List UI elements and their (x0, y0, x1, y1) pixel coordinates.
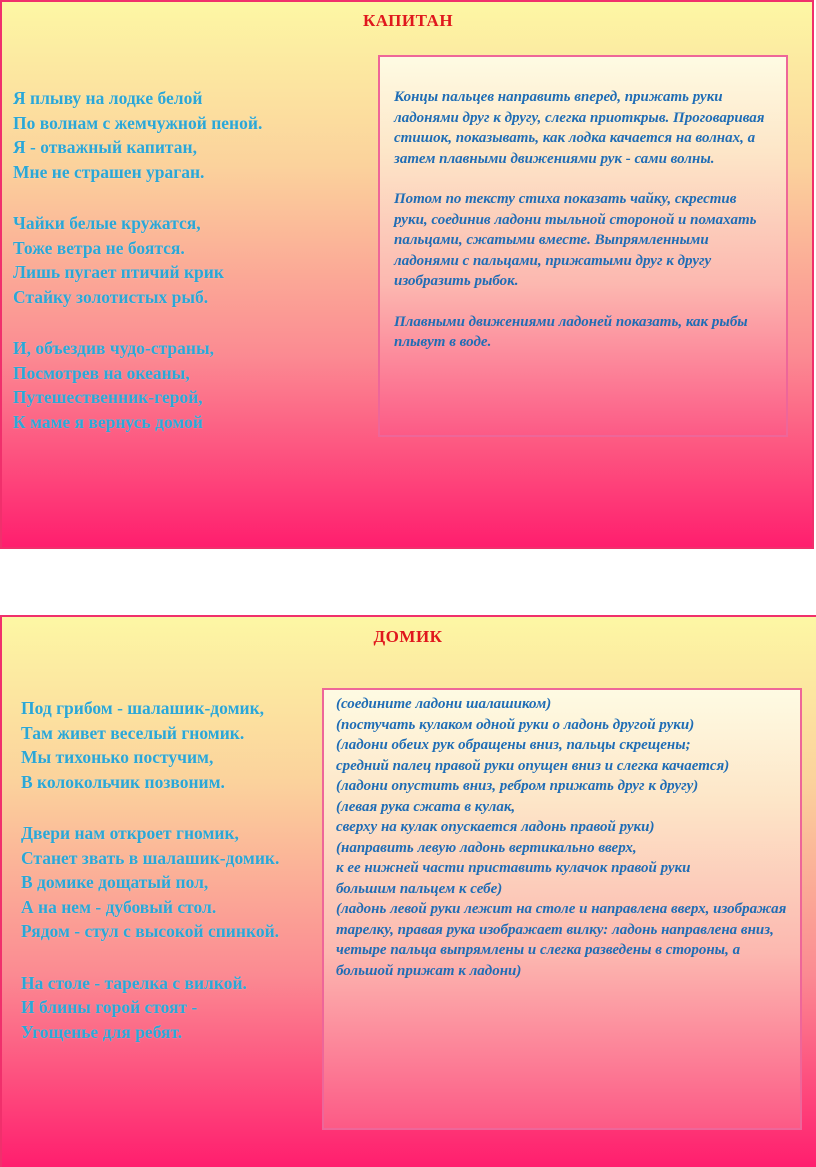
instruction-text: (ладони обеих рук обращены вниз, пальцы скрещены; (336, 737, 691, 753)
instructions-kapitan (378, 55, 788, 437)
poem-line: И, объездив чудо-страны, (13, 338, 215, 358)
poem-line: На столе - тарелка с вилкой. (21, 972, 247, 993)
poem-line: Чайки белые кружатся, (13, 213, 201, 233)
instruction-text: (ладонь левой руки лежит на столе и направлена вверх, изображая тарелку, правая рука изображает вилку: ладонь направлена вниз, четыре пальца выпрямлены и слегка разведены в стороны, а большой прижат к ладони) (336, 901, 787, 979)
poem-line: А на нем - дубовый стол. (21, 896, 217, 917)
instruction-text: большим пальцем к себе) (336, 880, 503, 897)
instruction-text: (направить левую ладонь вертикально вверх, (336, 839, 637, 856)
poem-line: Посмотрев на океаны, (13, 362, 190, 383)
instruction-text: Плавными движениями ладоней показать, как рыбы плывут в воде. (394, 313, 748, 350)
poem-line: Мы тихонько постучим, (21, 747, 214, 767)
instruction-text: Концы пальцев направить вперед, прижать руки ладонями друг к другу, слегка приоткрыв. Проговаривая стишок, показывать, как лодка качается на волнах, а затем плавными движениями рук - сами волны. (394, 89, 765, 167)
instruction-text: к ее нижней части приставить кулачок правой руки (336, 860, 691, 876)
instructions-domik (322, 688, 802, 1130)
poem-line: Лишь пугает птичий крик (13, 262, 224, 282)
instruction-text: сверху на кулак опускается ладонь правой руки) (336, 819, 655, 835)
instruction-text: (левая рука сжата в кулак, (336, 798, 516, 815)
title-kapitan: КАПИТАН (362, 11, 454, 30)
stanza-gap (13, 309, 262, 336)
poem-line: Стайку золотистых рыб. (13, 286, 209, 307)
poem-line: Двери нам откроет гномик, (21, 823, 239, 843)
poem-line: В домике дощатый пол, (21, 872, 209, 892)
poem-line: И блины горой стоят - (21, 997, 198, 1017)
instruction-text: (ладони опустить вниз, ребром прижать друг к другу) (336, 778, 699, 794)
poem-line: К маме я вернусь домой (13, 411, 203, 432)
instruction-text: (постучать кулаком одной руки о ладонь другой руки) (336, 716, 695, 733)
poem-line: По волнам с жемчужной пеной. (13, 112, 263, 133)
poem-line: Путешественник-герой, (13, 387, 203, 407)
title-domik: ДОМИК (373, 627, 443, 646)
instruction-text: (соедините ладони шалашиком) (336, 696, 552, 712)
poem-line: Я плыву на лодке белой (13, 88, 203, 108)
poem-line: Станет звать в шалашик-домик. (21, 847, 280, 868)
instruction-text: средний палец правой руки опущен вниз и слегка качается) (336, 757, 730, 774)
poem-line: Рядом - стул с высокой спинкой. (21, 921, 280, 941)
stanza-gap (21, 944, 279, 971)
poem-line: Угощенье для ребят. (21, 1021, 183, 1042)
poem-line: Мне не страшен ураган. (13, 161, 205, 182)
poem-domik (21, 696, 279, 1044)
poem-line: В колокольчик позвоним. (21, 771, 225, 792)
instruction-text: Потом по тексту стиха показать чайку, скрестив руки, соединив ладони тыльной стороной и помахать пальцами, сжатыми вместе. Выпрямленными ладонями с пальцами, прижатыми друг к другу изобразить рыбок. (394, 191, 757, 289)
stanza-gap (13, 184, 262, 211)
poem-kapitan (13, 86, 262, 434)
poem-line: Тоже ветра не боятся. (13, 237, 185, 258)
stanza-gap (21, 794, 279, 821)
poem-line: Под грибом - шалашик-домик, (21, 698, 265, 718)
poem-line: Там живет веселый гномик. (21, 722, 245, 743)
poem-line: Я - отважный капитан, (13, 137, 197, 157)
